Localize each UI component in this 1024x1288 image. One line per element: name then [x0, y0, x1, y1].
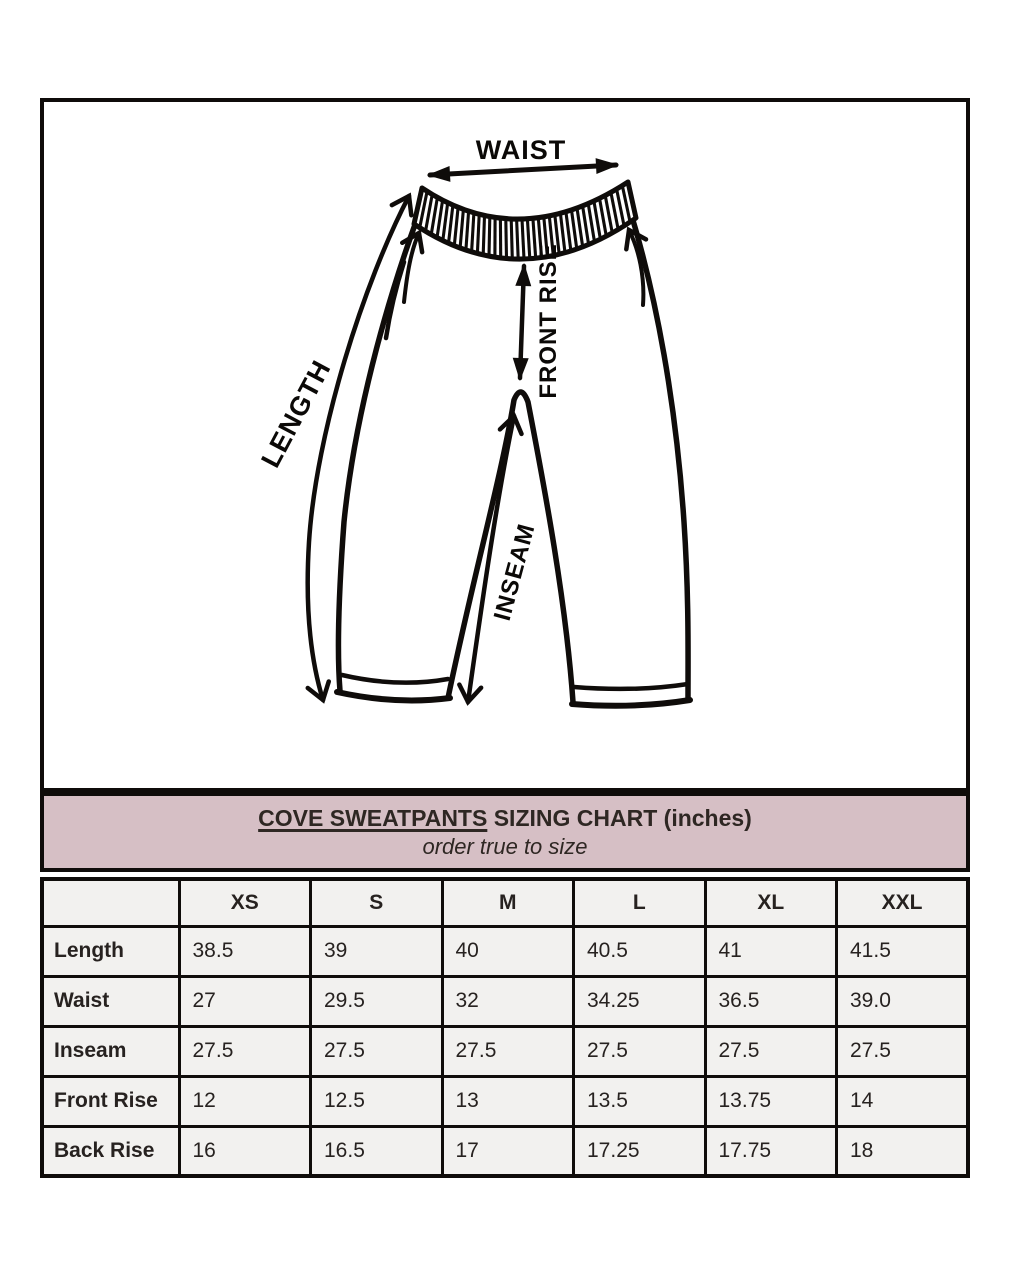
size-header-xl: XL — [705, 879, 837, 926]
size-header-xs: XS — [179, 879, 311, 926]
value-cell: 17.25 — [574, 1126, 706, 1176]
table-row-front-rise — [42, 1076, 968, 1126]
value-cell: 14 — [837, 1076, 969, 1126]
size-header-l: L — [574, 879, 706, 926]
value-cell: 39 — [311, 926, 443, 976]
sweatpants-diagram-box — [40, 98, 970, 792]
value-cell: 27.5 — [837, 1026, 969, 1076]
value-cell: 27.5 — [705, 1026, 837, 1076]
banner-subtitle: order true to size — [422, 834, 588, 859]
waistband — [414, 182, 636, 259]
value-cell: 18 — [837, 1126, 969, 1176]
value-cell: 12.5 — [311, 1076, 443, 1126]
value-cell: 40 — [442, 926, 574, 976]
front-rise-label: FRONT RISE — [535, 243, 562, 399]
value-cell: 38.5 — [179, 926, 311, 976]
value-cell: 17.75 — [705, 1126, 837, 1176]
left-hem — [337, 692, 450, 700]
banner-title-rest: SIZING CHART (inches) — [487, 805, 752, 831]
sizing-table — [40, 877, 970, 1178]
value-cell: 27.5 — [179, 1026, 311, 1076]
value-cell: 13 — [442, 1076, 574, 1126]
corner-cell — [42, 879, 179, 926]
size-header-xxl: XXL — [837, 879, 969, 926]
value-cell: 29.5 — [311, 976, 443, 1026]
value-cell: 32 — [442, 976, 574, 1026]
size-header-m: M — [442, 879, 574, 926]
value-cell: 27.5 — [442, 1026, 574, 1076]
pants-outline — [337, 217, 690, 706]
value-cell: 41 — [705, 926, 837, 976]
value-cell: 16.5 — [311, 1126, 443, 1176]
row-label: Waist — [42, 976, 179, 1026]
front-rise-arrow — [520, 266, 524, 378]
sweatpants-measurement-diagram — [44, 102, 966, 788]
row-label: Inseam — [42, 1026, 179, 1076]
length-label: LENGTH — [255, 355, 337, 473]
row-label: Front Rise — [42, 1076, 179, 1126]
row-label: Length — [42, 926, 179, 976]
length-arrow — [308, 196, 409, 700]
waist-label: WAIST — [475, 135, 567, 165]
value-cell: 36.5 — [705, 976, 837, 1026]
value-cell: 40.5 — [574, 926, 706, 976]
size-header-s: S — [311, 879, 443, 926]
value-cell: 27.5 — [574, 1026, 706, 1076]
table-row-length — [42, 926, 968, 976]
value-cell: 27.5 — [311, 1026, 443, 1076]
value-cell: 41.5 — [837, 926, 969, 976]
size-header-row — [42, 879, 968, 926]
value-cell: 34.25 — [574, 976, 706, 1026]
value-cell: 39.0 — [837, 976, 969, 1026]
right-cuff-line — [574, 684, 688, 689]
banner-title-product: COVE SWEATPANTS — [258, 805, 488, 831]
value-cell: 13.75 — [705, 1076, 837, 1126]
sizing-chart-banner — [40, 792, 970, 872]
value-cell: 27 — [179, 976, 311, 1026]
right-hem — [572, 700, 690, 706]
waist-arrow — [430, 165, 616, 175]
value-cell: 13.5 — [574, 1076, 706, 1126]
inseam-label: INSEAM — [488, 520, 541, 624]
value-cell: 12 — [179, 1076, 311, 1126]
banner-title — [44, 803, 966, 833]
table-row-waist — [42, 976, 968, 1026]
table-row-back-rise — [42, 1126, 968, 1176]
value-cell: 17 — [442, 1126, 574, 1176]
value-cell: 16 — [179, 1126, 311, 1176]
right-outer-seam — [632, 217, 688, 699]
left-cuff-line — [342, 675, 448, 683]
sizing-sheet — [40, 98, 970, 1178]
table-row-inseam — [42, 1026, 968, 1076]
row-label: Back Rise — [42, 1126, 179, 1176]
